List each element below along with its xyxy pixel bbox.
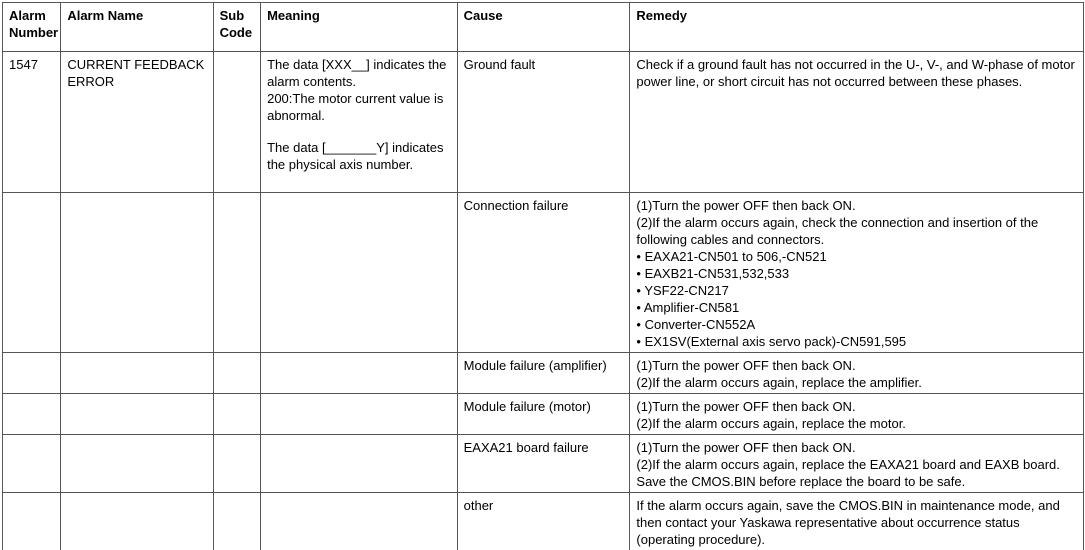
cause-cell: Module failure (amplifier) bbox=[457, 353, 630, 394]
remedy-cell bbox=[630, 353, 1084, 394]
remedy-line: • EX1SV(External axis servo pack)-CN591,595 bbox=[636, 333, 1078, 350]
header-meaning: Meaning bbox=[261, 3, 458, 52]
header-cause: Cause bbox=[457, 3, 630, 52]
table-row bbox=[3, 52, 1084, 193]
cause-cell: Connection failure bbox=[457, 193, 630, 353]
remedy-line: (1)Turn the power OFF then back ON. bbox=[636, 439, 1078, 456]
remedy-line: • Amplifier-CN581 bbox=[636, 299, 1078, 316]
header-remedy: Remedy bbox=[630, 3, 1084, 52]
alarm-name-cell: CURRENT FEEDBACK ERROR bbox=[61, 52, 213, 193]
remedy-cell bbox=[630, 493, 1084, 550]
header-sub-code: Sub Code bbox=[213, 3, 261, 52]
cause-cell: EAXA21 board failure bbox=[457, 435, 630, 493]
header-alarm-name: Alarm Name bbox=[61, 3, 213, 52]
remedy-cell bbox=[630, 52, 1084, 193]
table-row bbox=[3, 435, 1084, 493]
remedy-line: • EAXA21-CN501 to 506,-CN521 bbox=[636, 248, 1078, 265]
header-alarm-number: Alarm Number bbox=[3, 3, 61, 52]
table-row bbox=[3, 353, 1084, 394]
remedy-line: (1)Turn the power OFF then back ON. bbox=[636, 197, 1078, 214]
remedy-cell bbox=[630, 435, 1084, 493]
cause-cell: Module failure (motor) bbox=[457, 394, 630, 435]
cause-cell: Ground fault bbox=[457, 52, 630, 193]
table-header-row bbox=[3, 3, 1084, 52]
remedy-cell bbox=[630, 193, 1084, 353]
meaning-cell bbox=[261, 52, 458, 193]
sub-code-cell bbox=[213, 52, 261, 193]
remedy-line: (1)Turn the power OFF then back ON. bbox=[636, 357, 1078, 374]
meaning-line: 200:The motor current value is abnormal. bbox=[267, 90, 452, 124]
remedy-line: (1)Turn the power OFF then back ON. bbox=[636, 398, 1078, 415]
table-row bbox=[3, 394, 1084, 435]
alarm-number-cell: 1547 bbox=[3, 52, 61, 193]
meaning-line: The data [_______Y] indicates the physical axis number. bbox=[267, 139, 452, 173]
remedy-line: Check if a ground fault has not occurred in the U-, V-, and W-phase of motor power line, or short circuit has not occurred between these phases. bbox=[636, 56, 1078, 90]
remedy-line: • EAXB21-CN531,532,533 bbox=[636, 265, 1078, 282]
remedy-line: If the alarm occurs again, save the CMOS.BIN in maintenance mode, and then contact your Yaskawa representative about occurrence status (operating procedure). bbox=[636, 497, 1078, 548]
remedy-line: • YSF22-CN217 bbox=[636, 282, 1078, 299]
table-row bbox=[3, 493, 1084, 550]
remedy-line: (2)If the alarm occurs again, replace the EAXA21 board and EAXB board. Save the CMOS.BIN before replace the board to be safe. bbox=[636, 456, 1078, 490]
remedy-line: (2)If the alarm occurs again, replace the amplifier. bbox=[636, 374, 1078, 391]
alarm-table bbox=[2, 2, 1084, 550]
meaning-line: The data [XXX__] indicates the alarm contents. bbox=[267, 56, 452, 90]
remedy-cell bbox=[630, 394, 1084, 435]
table-row bbox=[3, 193, 1084, 353]
cause-cell: other bbox=[457, 493, 630, 550]
remedy-line: (2)If the alarm occurs again, replace the motor. bbox=[636, 415, 1078, 432]
remedy-line: • Converter-CN552A bbox=[636, 316, 1078, 333]
remedy-line: (2)If the alarm occurs again, check the connection and insertion of the following cables and connectors. bbox=[636, 214, 1078, 248]
